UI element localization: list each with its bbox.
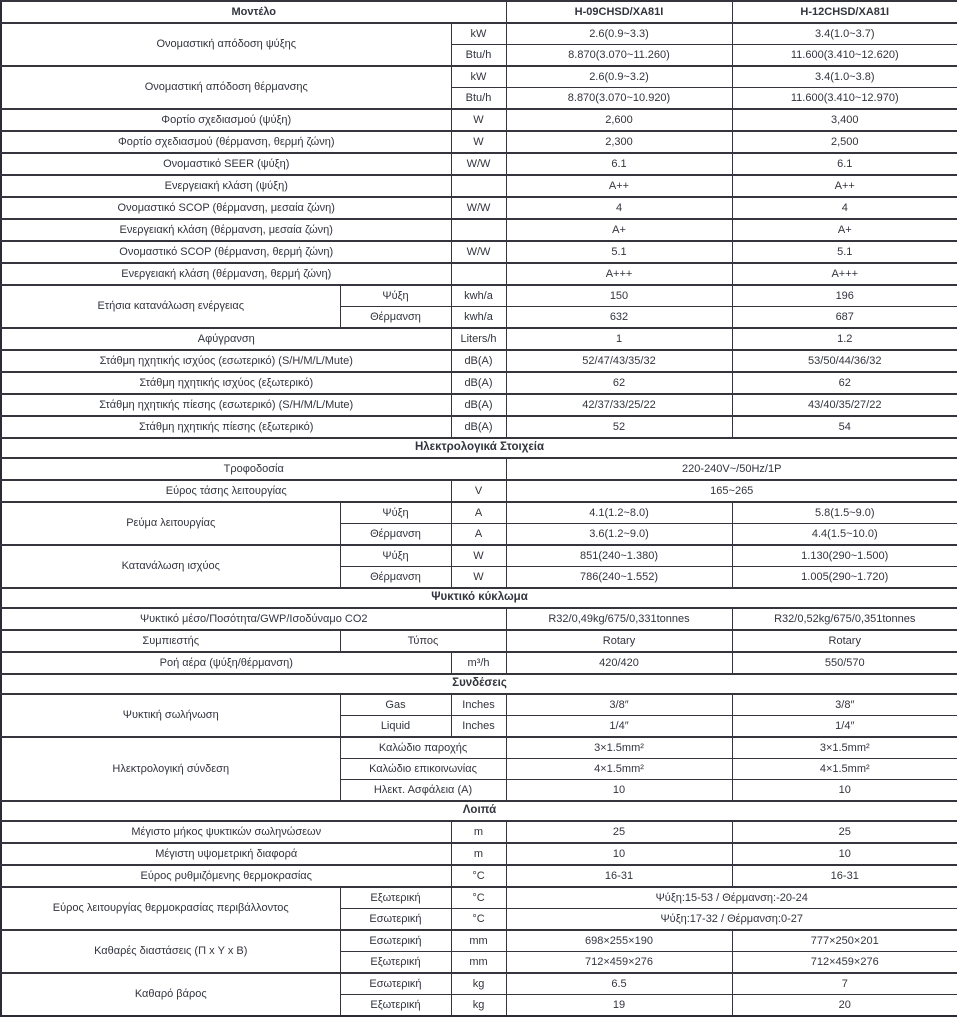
table-row bbox=[1, 930, 957, 952]
table-cell: Rotary bbox=[732, 630, 957, 652]
table-cell: A+++ bbox=[732, 263, 957, 285]
table-cell: 8.870(3.070~11.260) bbox=[506, 45, 732, 67]
table-row bbox=[1, 865, 957, 887]
table-cell: Inches bbox=[451, 694, 506, 716]
table-row bbox=[1, 372, 957, 394]
table-cell: 53/50/44/36/32 bbox=[732, 350, 957, 372]
table-row bbox=[1, 109, 957, 131]
table-row bbox=[1, 652, 957, 674]
table-cell: W bbox=[451, 545, 506, 567]
table-cell: dB(A) bbox=[451, 394, 506, 416]
table-cell: Ονομαστική απόδοση θέρμανσης bbox=[1, 66, 451, 109]
table-cell: 1 bbox=[506, 328, 732, 350]
table-cell: 3,400 bbox=[732, 109, 957, 131]
table-cell: 2.6(0.9~3.2) bbox=[506, 66, 732, 88]
table-cell: kW bbox=[451, 23, 506, 45]
table-row bbox=[1, 175, 957, 197]
table-cell: Btu/h bbox=[451, 88, 506, 110]
table-cell: A+ bbox=[732, 219, 957, 241]
table-cell: Καλώδιο επικοινωνίας bbox=[340, 759, 506, 780]
table-cell: Ενεργειακή κλάση (θέρμανση, θερμή ζώνη) bbox=[1, 263, 451, 285]
table-cell: 1.130(290~1.500) bbox=[732, 545, 957, 567]
table-cell: 62 bbox=[732, 372, 957, 394]
table-cell: Εύρος ρυθμιζόμενης θερμοκρασίας bbox=[1, 865, 451, 887]
table-cell: W/W bbox=[451, 153, 506, 175]
table-cell: 5.8(1.5~9.0) bbox=[732, 502, 957, 524]
table-cell: m³/h bbox=[451, 652, 506, 674]
table-cell: 10 bbox=[732, 780, 957, 802]
table-cell: W/W bbox=[451, 197, 506, 219]
table-cell: °C bbox=[451, 865, 506, 887]
section-title: Ηλεκτρολογικά Στοιχεία bbox=[1, 438, 957, 458]
table-cell: 3×1.5mm² bbox=[506, 737, 732, 759]
table-cell: Ετήσια κατανάλωση ενέργειας bbox=[1, 285, 340, 328]
table-cell: 1/4″ bbox=[506, 716, 732, 738]
table-cell: 43/40/35/27/22 bbox=[732, 394, 957, 416]
table-cell: 7 bbox=[732, 973, 957, 995]
table-row bbox=[1, 821, 957, 843]
table-cell: mm bbox=[451, 952, 506, 974]
table-cell: m bbox=[451, 843, 506, 865]
table-cell: 698×255×190 bbox=[506, 930, 732, 952]
table-cell: 16-31 bbox=[732, 865, 957, 887]
table-cell: Ψυκτική σωλήνωση bbox=[1, 694, 340, 737]
table-cell: Εσωτερική bbox=[340, 973, 451, 995]
table-row bbox=[1, 608, 957, 630]
table-cell: 3/8″ bbox=[506, 694, 732, 716]
table-cell: Ψύξη bbox=[340, 545, 451, 567]
table-cell: Καθαρό βάρος bbox=[1, 973, 340, 1016]
table-cell: °C bbox=[451, 887, 506, 909]
table-cell: A bbox=[451, 524, 506, 546]
table-cell: Ονομαστικό SCOP (θέρμανση, μεσαία ζώνη) bbox=[1, 197, 451, 219]
table-cell: 3/8″ bbox=[732, 694, 957, 716]
table-cell: Τύπος bbox=[340, 630, 506, 652]
table-cell bbox=[451, 219, 506, 241]
table-cell: 52 bbox=[506, 416, 732, 438]
table-cell: 6.1 bbox=[732, 153, 957, 175]
table-cell: 2,500 bbox=[732, 131, 957, 153]
table-row bbox=[1, 630, 957, 652]
table-cell: 8.870(3.070~10.920) bbox=[506, 88, 732, 110]
table-cell: 6.1 bbox=[506, 153, 732, 175]
table-cell: 62 bbox=[506, 372, 732, 394]
table-row bbox=[1, 502, 957, 524]
table-cell: 19 bbox=[506, 995, 732, 1017]
section-header-row bbox=[1, 674, 957, 694]
table-cell: kg bbox=[451, 973, 506, 995]
table-cell: Εσωτερική bbox=[340, 930, 451, 952]
table-cell: 25 bbox=[506, 821, 732, 843]
table-row bbox=[1, 219, 957, 241]
table-cell: dB(A) bbox=[451, 350, 506, 372]
table-row bbox=[1, 131, 957, 153]
table-cell: dB(A) bbox=[451, 416, 506, 438]
table-cell: 420/420 bbox=[506, 652, 732, 674]
table-row bbox=[1, 843, 957, 865]
table-cell: 2.6(0.9~3.3) bbox=[506, 23, 732, 45]
table-cell: Εξωτερική bbox=[340, 952, 451, 974]
table-cell: 777×250×201 bbox=[732, 930, 957, 952]
table-cell: 1.2 bbox=[732, 328, 957, 350]
table-cell: 54 bbox=[732, 416, 957, 438]
table-cell: 25 bbox=[732, 821, 957, 843]
table-cell: 5.1 bbox=[506, 241, 732, 263]
table-cell: Ονομαστικό SCOP (θέρμανση, θερμή ζώνη) bbox=[1, 241, 451, 263]
table-cell: Συμπιεστής bbox=[1, 630, 340, 652]
table-row bbox=[1, 973, 957, 995]
table-cell: 632 bbox=[506, 307, 732, 329]
table-cell: 3.6(1.2~9.0) bbox=[506, 524, 732, 546]
table-cell: 687 bbox=[732, 307, 957, 329]
table-row bbox=[1, 197, 957, 219]
table-cell: 4 bbox=[506, 197, 732, 219]
section-header-row bbox=[1, 801, 957, 821]
table-row bbox=[1, 23, 957, 45]
table-cell: Θέρμανση bbox=[340, 524, 451, 546]
table-cell: W bbox=[451, 567, 506, 589]
table-cell: Μέγιστο μήκος ψυκτικών σωληνώσεων bbox=[1, 821, 451, 843]
table-cell: Liters/h bbox=[451, 328, 506, 350]
table-cell: W bbox=[451, 131, 506, 153]
table-cell: Ονομαστικό SEER (ψύξη) bbox=[1, 153, 451, 175]
table-cell: Liquid bbox=[340, 716, 451, 738]
table-row bbox=[1, 737, 957, 759]
table-cell: 550/570 bbox=[732, 652, 957, 674]
table-cell: kwh/a bbox=[451, 307, 506, 329]
table-cell: 712×459×276 bbox=[506, 952, 732, 974]
table-cell: 11.600(3.410~12.970) bbox=[732, 88, 957, 110]
table-row bbox=[1, 545, 957, 567]
table-cell: Φορτίο σχεδιασμού (ψύξη) bbox=[1, 109, 451, 131]
table-cell: Ψύξη:15-53 / Θέρμανση:-20-24 bbox=[506, 887, 957, 909]
table-cell: Rotary bbox=[506, 630, 732, 652]
table-cell: 196 bbox=[732, 285, 957, 307]
table-cell: 2,600 bbox=[506, 109, 732, 131]
table-cell: W bbox=[451, 109, 506, 131]
table-row bbox=[1, 66, 957, 88]
table-cell: Inches bbox=[451, 716, 506, 738]
table-cell: Ηλεκτ. Ασφάλεια (Α) bbox=[340, 780, 506, 802]
table-cell: Αφύγρανση bbox=[1, 328, 451, 350]
table-cell: 4 bbox=[732, 197, 957, 219]
table-cell: A++ bbox=[506, 175, 732, 197]
table-cell: kW bbox=[451, 66, 506, 88]
section-header-row bbox=[1, 588, 957, 608]
table-cell: 5.1 bbox=[732, 241, 957, 263]
table-cell: R32/0,49kg/675/0,331tonnes bbox=[506, 608, 732, 630]
table-row bbox=[1, 416, 957, 438]
table-cell: Ψύξη bbox=[340, 285, 451, 307]
table-cell: 4×1.5mm² bbox=[506, 759, 732, 780]
section-header-row bbox=[1, 438, 957, 458]
table-cell: A bbox=[451, 502, 506, 524]
table-row bbox=[1, 480, 957, 502]
table-cell: Θέρμανση bbox=[340, 567, 451, 589]
table-cell: Εσωτερική bbox=[340, 909, 451, 931]
table-cell: Στάθμη ηχητικής ισχύος (εσωτερικό) (S/H/M/L/Mute) bbox=[1, 350, 451, 372]
table-cell: Καλώδιο παροχής bbox=[340, 737, 506, 759]
table-cell: Ονομαστική απόδοση ψύξης bbox=[1, 23, 451, 66]
table-cell: 10 bbox=[506, 780, 732, 802]
table-cell: Εξωτερική bbox=[340, 887, 451, 909]
table-cell: 10 bbox=[506, 843, 732, 865]
table-cell bbox=[451, 175, 506, 197]
table-cell: 10 bbox=[732, 843, 957, 865]
table-cell: °C bbox=[451, 909, 506, 931]
table-cell: 20 bbox=[732, 995, 957, 1017]
table-cell: Τροφοδοσία bbox=[1, 458, 506, 480]
table-cell: 3×1.5mm² bbox=[732, 737, 957, 759]
table-cell: Εύρος τάσης λειτουργίας bbox=[1, 480, 451, 502]
table-cell: Ψύξη bbox=[340, 502, 451, 524]
table-cell: 712×459×276 bbox=[732, 952, 957, 974]
table-cell: 42/37/33/25/22 bbox=[506, 394, 732, 416]
table-row bbox=[1, 350, 957, 372]
table-cell: 6.5 bbox=[506, 973, 732, 995]
table-cell: 3.4(1.0~3.7) bbox=[732, 23, 957, 45]
table-cell: Μοντέλο bbox=[1, 1, 506, 23]
table-cell: A+ bbox=[506, 219, 732, 241]
table-row bbox=[1, 263, 957, 285]
table-cell: dB(A) bbox=[451, 372, 506, 394]
section-title: Λοιπά bbox=[1, 801, 957, 821]
table-cell: Καθαρές διαστάσεις (Π x Υ x Β) bbox=[1, 930, 340, 973]
table-cell: A++ bbox=[732, 175, 957, 197]
table-cell: 52/47/43/35/32 bbox=[506, 350, 732, 372]
table-cell: 4.1(1.2~8.0) bbox=[506, 502, 732, 524]
table-cell: Στάθμη ηχητικής πίεσης (εξωτερικό) bbox=[1, 416, 451, 438]
table-cell: mm bbox=[451, 930, 506, 952]
table-cell: Ενεργειακή κλάση (ψύξη) bbox=[1, 175, 451, 197]
table-row bbox=[1, 394, 957, 416]
table-cell: Ροή αέρα (ψύξη/θέρμανση) bbox=[1, 652, 451, 674]
table-cell: 11.600(3.410~12.620) bbox=[732, 45, 957, 67]
table-cell: Φορτίο σχεδιασμού (θέρμανση, θερμή ζώνη) bbox=[1, 131, 451, 153]
table-cell: Ηλεκτρολογική σύνδεση bbox=[1, 737, 340, 801]
table-cell: 851(240~1.380) bbox=[506, 545, 732, 567]
table-cell: 4×1.5mm² bbox=[732, 759, 957, 780]
table-cell: kwh/a bbox=[451, 285, 506, 307]
table-cell: Btu/h bbox=[451, 45, 506, 67]
table-cell: V bbox=[451, 480, 506, 502]
table-cell: 150 bbox=[506, 285, 732, 307]
table-cell: H-09CHSD/XA81I bbox=[506, 1, 732, 23]
table-cell: 1.005(290~1.720) bbox=[732, 567, 957, 589]
table-cell: 2,300 bbox=[506, 131, 732, 153]
section-title: Συνδέσεις bbox=[1, 674, 957, 694]
table-cell: Θέρμανση bbox=[340, 307, 451, 329]
table-cell: Στάθμη ηχητικής ισχύος (εξωτερικό) bbox=[1, 372, 451, 394]
table-cell: 786(240~1.552) bbox=[506, 567, 732, 589]
table-row bbox=[1, 285, 957, 307]
table-row bbox=[1, 1, 957, 23]
table-cell: R32/0,52kg/675/0,351tonnes bbox=[732, 608, 957, 630]
table-row bbox=[1, 153, 957, 175]
table-row bbox=[1, 241, 957, 263]
table-row bbox=[1, 458, 957, 480]
spec-table-body bbox=[1, 1, 957, 1016]
table-cell: Εξωτερική bbox=[340, 995, 451, 1017]
table-row bbox=[1, 887, 957, 909]
table-cell: 16-31 bbox=[506, 865, 732, 887]
table-cell: Ενεργειακή κλάση (θέρμανση, μεσαία ζώνη) bbox=[1, 219, 451, 241]
table-cell: W/W bbox=[451, 241, 506, 263]
table-cell: Ψυκτικό μέσο/Ποσότητα/GWP/Ισοδύναμο CO2 bbox=[1, 608, 506, 630]
table-cell: m bbox=[451, 821, 506, 843]
table-cell: Ψύξη:17-32 / Θέρμανση:0-27 bbox=[506, 909, 957, 931]
table-cell: Ρεύμα λειτουργίας bbox=[1, 502, 340, 545]
table-cell: 4.4(1.5~10.0) bbox=[732, 524, 957, 546]
table-cell: Μέγιστη υψομετρική διαφορά bbox=[1, 843, 451, 865]
table-cell: Στάθμη ηχητικής πίεσης (εσωτερικό) (S/H/M/L/Mute) bbox=[1, 394, 451, 416]
table-cell: Gas bbox=[340, 694, 451, 716]
table-cell: 165~265 bbox=[506, 480, 957, 502]
table-cell: H-12CHSD/XA81I bbox=[732, 1, 957, 23]
table-cell: 220-240V~/50Hz/1P bbox=[506, 458, 957, 480]
table-cell: Εύρος λειτουργίας θερμοκρασίας περιβάλλοντος bbox=[1, 887, 340, 930]
table-cell: 1/4″ bbox=[732, 716, 957, 738]
table-row bbox=[1, 694, 957, 716]
table-row bbox=[1, 328, 957, 350]
section-title: Ψυκτικό κύκλωμα bbox=[1, 588, 957, 608]
table-cell bbox=[451, 263, 506, 285]
table-cell: 3.4(1.0~3.8) bbox=[732, 66, 957, 88]
table-cell: kg bbox=[451, 995, 506, 1017]
table-cell: Κατανάλωση ισχύος bbox=[1, 545, 340, 588]
table-cell: A+++ bbox=[506, 263, 732, 285]
